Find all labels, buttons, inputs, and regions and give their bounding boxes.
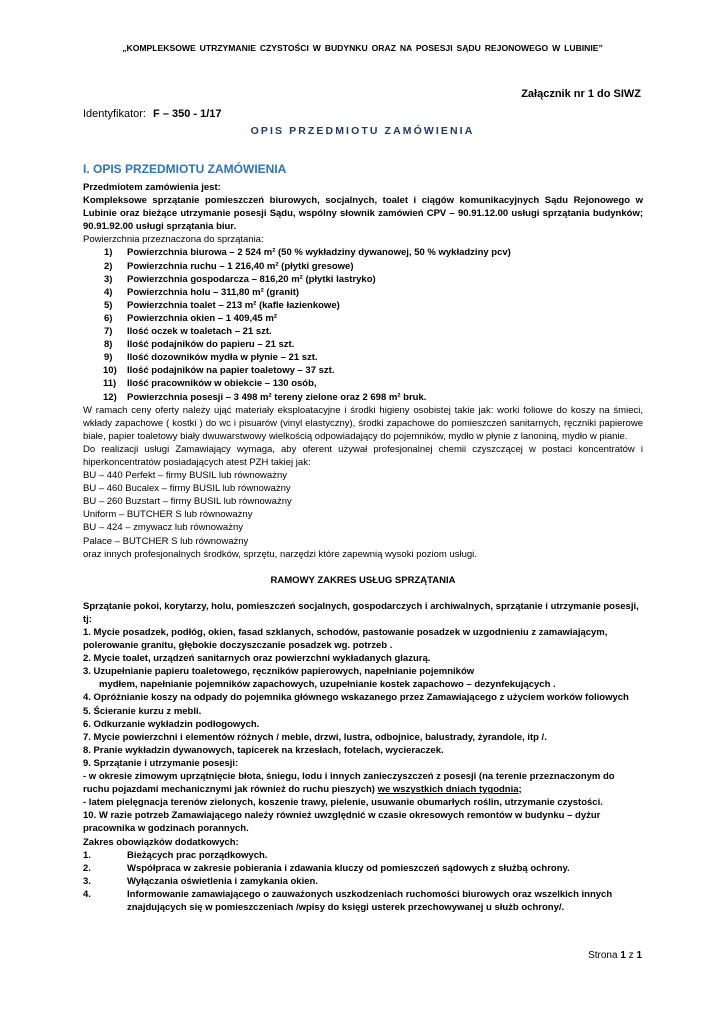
additional-duty-item [83,862,643,875]
identifier-value: F – 350 - 1/17 [153,108,222,120]
chemical-item: BU – 440 Perfekt – firmy BUSIL lub równoważny [83,470,287,482]
scope-item-9a-underlined: we wszystkich dniach tygodnia [377,784,519,796]
footer-total: 1 [636,950,642,961]
surface-item [83,273,643,286]
surface-list [83,246,643,403]
additional-duty-number: 1. [83,849,91,861]
scope-item-9: 9. Sprzątanie i utrzymanie posesji: [83,757,239,769]
surface-item-text: Powierzchnia posesji – 3 498 m² tereny zielone oraz 2 698 m² bruk. [127,391,427,403]
surface-item-text: Ilość oczek w toaletach – 21 szt. [127,326,272,338]
footer-page: 1 [620,950,626,961]
surface-item [83,260,643,273]
chemicals-paragraph: Do realizacji usługi Zamawiający wymaga, aby oferent używał profesjonalnej chemii czyszczącej w postaci koncentratów i hiperkoncentratów posiadających atest PZH takiej jak: [83,443,643,468]
surface-item-number: 12) [103,391,117,403]
scope-item-1: 1. Mycie posadzek, podłóg, okien, fasad szklanych, schodów, pastowanie posadzek w uzgodnieniu z zamawiającym, polerowanie granitu, głębokie doczyszczanie posadzek wg. potrzeb . [83,627,608,652]
surface-item-number: 4) [104,286,113,298]
additional-duty-number: 3. [83,875,91,887]
scope-item-9a-end: ; [518,784,522,796]
surface-label: Powierzchnia przeznaczona do sprzątania: [83,234,264,246]
document-header: „KOMPLEKSOWE UTRZYMANIE CZYSTOŚCI W BUDYNKU ORAZ NA POSESJI SĄDU REJONOWEGO W LUBINIE” [122,43,603,53]
scope-item-4: 4. Opróżnianie koszy na odpady do pojemnika głównego wskazanego przez Zamawiającego z użyciem worków foliowych [83,692,629,704]
surface-item-text: Ilość dozowników mydła w płynie – 21 szt. [127,352,318,364]
surface-item-text: Powierzchnia okien – 1 409,45 m² [127,312,277,324]
scope-item-8: 8. Pranie wykładzin dywanowych, tapicerek na krzesłach, fotelach, wycieraczek. [83,744,444,756]
surface-item-number: 11) [103,378,117,390]
scope-item-9b: - latem pielęgnacja terenów zielonych, koszenie trawy, pielenie, usuwanie obumarłych roślin, utrzymanie czystości. [83,797,603,809]
chemical-item: BU – 260 Buzstart – firmy BUSIL lub równoważny [83,496,292,508]
surface-item-text: Ilość podajników do papieru – 21 szt. [127,339,295,351]
chemical-item: Palace – BUTCHER S lub równoważny [83,535,249,547]
surface-item-text: Powierzchnia toalet – 213 m² (kafle łazienkowe) [127,299,340,311]
additional-duty-text: Informowanie zamawiającego o zauważonych uszkodzeniach ruchomości biurowych oraz wszelkich innych znajdujących się w pomieszczeniach /wpisy do księgi usterek przechowywanej u służb ochrony/. [127,888,613,913]
scope-item-3b: mydłem, napełnianie pojemników zapachowych, uzupełnianie kostek zapachowo – dezynfekujących . [99,679,556,691]
surface-item [83,377,643,390]
additional-duty-item [83,875,643,888]
scope-item-9a [83,770,643,796]
page-footer [588,949,642,962]
additional-duty-item [83,888,643,914]
surface-item-number: 6) [104,312,113,324]
subject-label: Przedmiotem zamówienia jest: [83,182,221,193]
surface-item-number: 9) [104,352,113,364]
surface-item-text: Powierzchnia gospodarcza – 816,20 m² (płytki lastryko) [127,273,376,285]
scope-item-2: 2. Mycie toalet, urządzeń sanitarnych oraz powierzchni wykładanych glazurą. [83,653,431,665]
scope-item-7: 7. Mycie powierzchni i elementów różnych / meble, drzwi, lustra, odbojnice, balustrady, żyrandole, itp /. [83,731,547,743]
surface-item [83,391,643,404]
surface-item [83,364,643,377]
scope-item-6: 6. Odkurzanie wykładzin podłogowych. [83,718,260,730]
intro-paragraph: Kompleksowe sprzątanie pomieszczeń biurowych, socjalnych, toalet i ciągów komunikacyjnych Sądu Rejonowego w Lubinie oraz bieżące utrzymanie posesji Sądu, wspólny słownik zamówień CPV – 90.91.12.00 usługi sprzątania budynków; 90.91.92.00 usługi sprzątania biur. [83,195,643,233]
scope-item-10: 10. W razie potrzeb Zamawiającego należy również uwzględnić w czasie okresowych remontów w budynku – dyżur pracownika w godzinach porannych. [83,810,601,835]
chemicals-list [83,469,643,561]
surface-item [83,286,643,299]
surface-item [83,325,643,338]
document-body [83,181,643,914]
surface-item-number: 8) [104,339,113,351]
chemical-item: BU – 460 Bucalex – firmy BUSIL lub równoważny [83,483,291,495]
document-title: OPIS PRZEDMIOTU ZAMÓWIENIA [250,125,475,137]
additional-duty-number: 2. [83,862,91,874]
surface-item [83,338,643,351]
additional-duty-text: Wyłączania oświetlenia i zamykania okien. [127,875,318,887]
additional-duties-label: Zakres obowiązków dodatkowych: [83,836,239,848]
surface-item-text: Powierzchnia holu – 311,80 m² (granit) [127,286,300,298]
scope-title: RAMOWY ZAKRES USŁUG SPRZĄTANIA [270,574,456,586]
section-title: I. OPIS PRZEDMIOTU ZAMÓWIENIA [83,162,287,176]
surface-item-number: 10) [103,365,117,377]
surface-item [83,299,643,312]
additional-duty-item [83,849,643,862]
chemical-item: Uniform – BUTCHER S lub równoważny [83,509,253,521]
additional-duty-number: 4. [83,888,91,900]
surface-item-text: Powierzchnia biurowa – 2 524 m² (50 % wykładziny dywanowej, 50 % wykładziny pcv) [127,247,511,259]
additional-duty-text: Współpraca w zakresie pobierania i zdawania kluczy od pomieszczeń sądowych z służbą ochrony. [127,862,570,874]
surface-item-number: 3) [104,273,113,285]
additional-duty-text: Bieżących prac porządkowych. [127,849,268,861]
identifier-label: Identyfikator: [83,108,146,120]
scope-intro: Sprzątanie pokoi, korytarzy, holu, pomieszczeń socjalnych, gospodarczych i archiwalnych, sprzątanie i utrzymanie posesji, tj: [83,600,639,625]
surface-item-number: 5) [104,299,113,311]
footer-label: Strona [588,950,618,961]
surface-item-text: Ilość podajników na papier toaletowy – 37 szt. [127,365,335,377]
additional-duties-list [83,849,643,914]
identifier-line [83,108,222,121]
scope-item-3a: 3. Uzupełnianie papieru toaletowego, ręczników papierowych, napełnianie pojemników [83,666,475,678]
surface-item [83,312,643,325]
materials-paragraph: W ramach ceny oferty należy ująć materiały eksploatacyjne i środki higieny osobistej takie jak: worki foliowe do koszy na śmieci, wkłady zapachowe ( kostki ) do wc i pisuarów (vinyl elastyczny), środki zapachowe do pomieszczeń sanitarnych, ręczniki papierowe białe, papier toaletowy biały dwuwarstwowy wielkością odpowiadający do pojemników, mydło w płynie z lanoniną, mydło w pianie. [83,404,643,442]
surface-item [83,351,643,364]
surface-item [83,246,643,259]
footer-of: z [628,950,634,961]
surface-item-number: 7) [104,326,113,338]
surface-item-number: 1) [104,247,113,259]
surface-item-text: Powierzchnia ruchu – 1 216,40 m² (płytki gresowe) [127,260,354,272]
surface-item-text: Ilość pracowników w obiekcie – 130 osób, [127,378,317,390]
surface-item-number: 2) [104,260,113,272]
chemical-item: oraz innych profesjonalnych środków, sprzętu, narzędzi które zapewnią wysoki poziom usługi. [83,548,477,560]
scope-item-9a-text: - w okresie zimowym uprzątnięcie błota, śniegu, lodu i innych zanieczyszczeń z posesji (na terenie przeznaczonym do ruchu pojazdami mechanicznymi jak również do ruchu pieszych) [83,771,615,796]
attachment-label: Załącznik nr 1 do SIWZ [521,88,641,100]
scope-item-5: 5. Ścieranie kurzu z mebli. [83,705,202,717]
chemical-item: BU – 424 – zmywacz lub równoważny [83,522,243,534]
